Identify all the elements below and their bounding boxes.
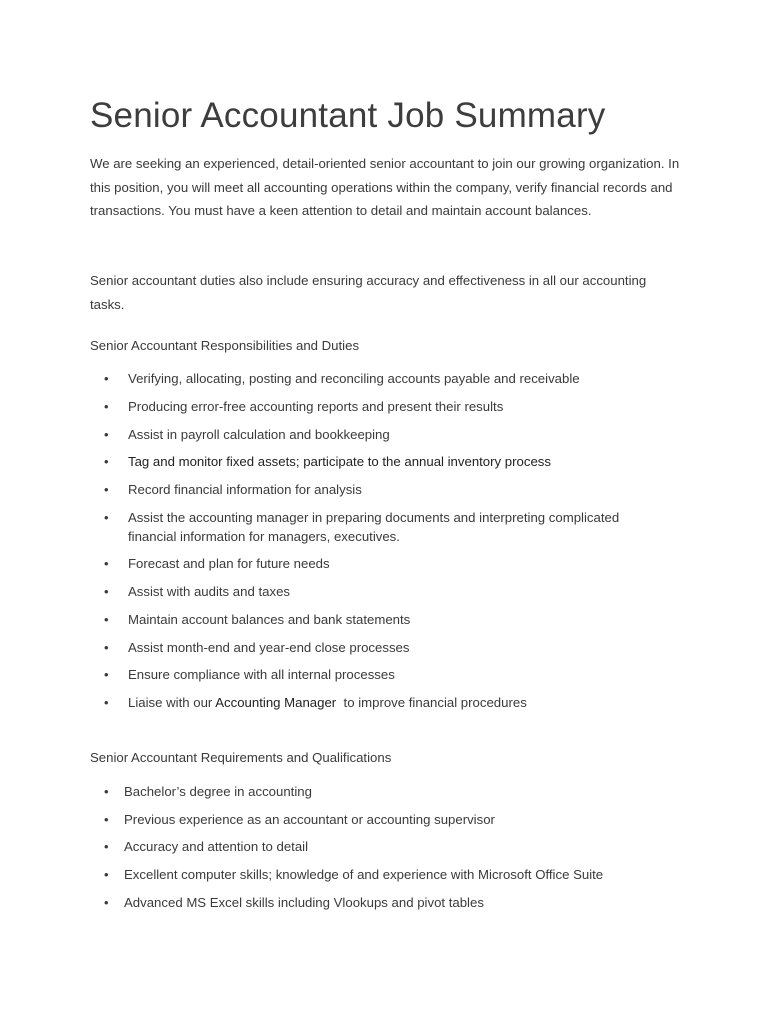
bullet-icon: •	[104, 510, 109, 525]
bullet-icon: •	[104, 454, 109, 469]
bullet-icon: •	[104, 612, 109, 627]
list-item-suffix: to improve financial procedures	[336, 695, 527, 710]
bullet-icon: •	[104, 695, 109, 710]
bullet-icon: •	[104, 839, 109, 854]
list-item-text: Record financial information for analysis	[128, 482, 362, 497]
duties-paragraph: Senior accountant duties also include ensuring accuracy and effectiveness in all our accounting tasks.	[90, 273, 647, 312]
bullet-icon: •	[104, 584, 109, 599]
bullet-icon: •	[104, 640, 109, 655]
bullet-icon: •	[104, 482, 109, 497]
page-title: Senior Accountant Job Summary	[90, 96, 606, 135]
list-item-text: Excellent computer skills; knowledge of and experience with Microsoft Office Suite	[124, 867, 604, 882]
bullet-icon: •	[104, 784, 109, 799]
list-item-text: Tag and monitor fixed assets; participate to the annual inventory process	[128, 454, 551, 469]
list-item-text: Producing error-free accounting reports and present their results	[128, 399, 504, 414]
list-item-text: financial information for managers, executives.	[128, 529, 400, 544]
bullet-icon: •	[104, 371, 109, 386]
bullet-icon: •	[104, 867, 109, 882]
requirements-heading: Senior Accountant Requirements and Qualifications	[90, 750, 392, 765]
list-item-prefix: Liaise with our	[128, 695, 216, 710]
summary-paragraph: We are seeking an experienced, detail-oriented senior accountant to join our growing organization. In this position, you will meet all accounting operations within the company, verify financial records and transactions. You must have a keen attention to detail and maintain account balances.	[90, 156, 680, 218]
list-item-text: Bachelor’s degree in accounting	[124, 784, 312, 799]
bullet-icon: •	[104, 427, 109, 442]
bullet-icon: •	[104, 667, 109, 682]
bullet-icon: •	[104, 812, 109, 827]
list-item-text: Forecast and plan for future needs	[128, 556, 330, 571]
list-item-text: Ensure compliance with all internal processes	[128, 667, 395, 682]
accounting-manager-link[interactable]: Accounting Manager	[215, 695, 337, 710]
responsibilities-heading: Senior Accountant Responsibilities and Duties	[90, 338, 360, 353]
list-item-text: Verifying, allocating, posting and reconciling accounts payable and receivable	[128, 371, 580, 386]
list-item-text	[128, 693, 527, 712]
bullet-icon: •	[104, 556, 109, 571]
list-item-text: Assist in payroll calculation and bookkeeping	[128, 427, 390, 442]
list-item-text: Assist the accounting manager in preparing documents and interpreting complicated	[128, 510, 620, 525]
list-item-text: Accuracy and attention to detail	[124, 839, 309, 854]
list-item-text: Advanced MS Excel skills including Vlookups and pivot tables	[124, 895, 484, 910]
list-item-text: Previous experience as an accountant or accounting supervisor	[124, 812, 495, 827]
bullet-icon: •	[104, 399, 109, 414]
list-item-text: Assist with audits and taxes	[128, 584, 290, 599]
list-item-text: Maintain account balances and bank statements	[128, 612, 411, 627]
bullet-icon: •	[104, 895, 109, 910]
list-item-text: Assist month-end and year-end close processes	[128, 640, 410, 655]
